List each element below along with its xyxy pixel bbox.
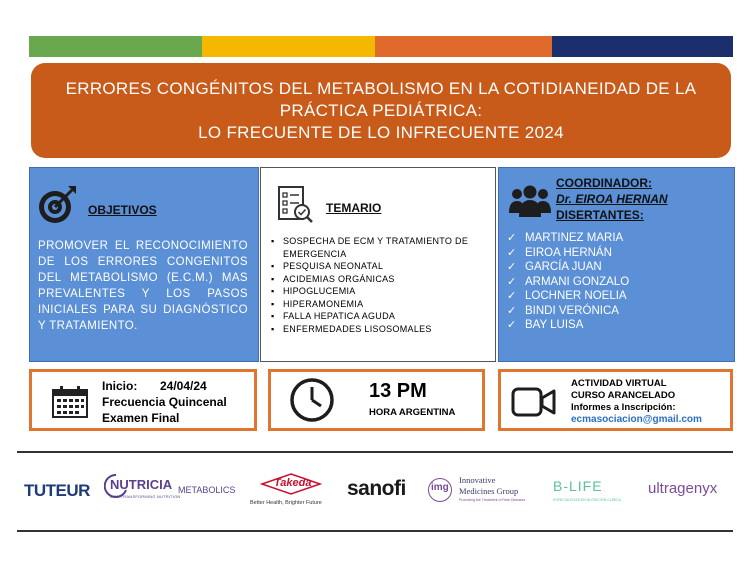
color-bar-orange	[375, 36, 552, 57]
disertante-item: ✓ MARTINEZ MARIA	[507, 231, 727, 246]
nutricia-tagline: LIFE-TRANSFORMING NUTRITION	[110, 494, 181, 499]
color-bar-green	[29, 36, 202, 57]
virtual-box	[498, 369, 733, 431]
disertantes-list	[507, 231, 727, 333]
disertante-item: ✓ GARCÍA JUAN	[507, 260, 727, 275]
temario-panel	[260, 167, 496, 362]
calendar-icon	[52, 386, 88, 418]
title-line-2: PRÁCTICA PEDIÁTRICA:	[279, 100, 483, 120]
virtual-line-2: CURSO ARANCELADO	[571, 390, 676, 401]
contact-email[interactable]: ecmasociacion@gmail.com	[571, 414, 702, 425]
objetivos-panel	[29, 167, 259, 362]
color-bar-navy	[552, 36, 733, 57]
blife-tagline: ESPECIALISTAS EN NUTRICIÓN CLÍNICA	[553, 498, 622, 502]
blife-name: B-LIFE	[553, 478, 603, 494]
takeda-name: Takeda	[274, 477, 312, 489]
img-name-2: Medicines Group	[459, 486, 519, 496]
frecuencia-text: Frecuencia Quincenal	[102, 395, 227, 409]
temario-item: ▪ SOSPECHA DE ECM Y TRATAMIENTO DE EMERGENCIA	[271, 235, 491, 260]
nutricia-logo	[104, 473, 242, 503]
coordinador-panel	[498, 167, 735, 362]
takeda-tagline: Better Health, Brighter Future	[250, 500, 322, 506]
separator-bottom	[17, 530, 733, 532]
disertante-item: ✓ BINDI VERÓNICA	[507, 304, 727, 319]
img-mark-text: img	[431, 482, 449, 493]
temario-item: ▪ HIPOGLUCEMIA	[271, 285, 491, 298]
title-line-1: ERRORES CONGÉNITOS DEL METABOLISMO EN LA COTIDIANEIDAD DE LA	[65, 78, 697, 98]
hour-text: 13 PM	[369, 380, 427, 402]
clock-icon	[289, 377, 335, 423]
coordinador-name: Dr. EIROA HERNAN	[556, 192, 668, 206]
inicio-date: 24/04/24	[160, 379, 207, 393]
disertantes-label: DISERTANTES:	[556, 208, 644, 222]
separator-top	[17, 451, 733, 453]
group-icon	[508, 183, 552, 219]
disertante-item: ✓ ARMANI GONZALO	[507, 275, 727, 290]
target-icon	[37, 183, 79, 225]
coordinador-label: COORDINADOR:	[556, 176, 652, 190]
temario-item: ▪ HIPERAMONEMIA	[271, 298, 491, 311]
temario-item: ▪ FALLA HEPATICA AGUDA	[271, 310, 491, 323]
objetivos-heading: OBJETIVOS	[88, 203, 157, 217]
virtual-line-1: ACTIVIDAD VIRTUAL	[571, 378, 667, 389]
img-logo	[428, 473, 532, 507]
video-camera-icon	[511, 386, 557, 418]
color-bar-yellow	[202, 36, 375, 57]
timezone-text: HORA ARGENTINA	[369, 407, 456, 418]
takeda-logo	[248, 472, 334, 512]
inicio-label: Inicio:	[102, 379, 138, 393]
time-box	[268, 369, 485, 431]
img-tagline: Promoting the Treatment of Rare Diseases	[459, 498, 526, 502]
schedule-box	[29, 369, 257, 431]
checklist-icon	[277, 185, 315, 225]
sanofi-logo: sanofi	[347, 477, 406, 500]
examen-text: Examen Final	[102, 411, 180, 425]
blife-logo	[553, 478, 631, 506]
metabolics-name: METABOLICS	[178, 485, 236, 495]
tuteur-logo: TUTEUR	[24, 481, 90, 500]
course-title	[31, 63, 731, 158]
img-name-1: Innovative	[459, 475, 496, 485]
disertante-item: ✓ BAY LUISA	[507, 318, 727, 333]
objetivos-text: PROMOVER EL RECONOCIMIENTO DE LOS ERRORES CONGENITOS DEL METABOLISMO (E.C.M.) MAS PREVALENTES Y LOS PASOS INICIALES PARA SU DIAGNÓSTICO Y TRATAMIENTO.	[38, 240, 248, 332]
disertante-item: ✓ EIROA HERNÁN	[507, 246, 727, 261]
virtual-line-3: Informes a Inscripción:	[571, 402, 676, 413]
temario-item: ▪ ENFERMEDADES LISOSOMALES	[271, 323, 491, 336]
disertante-item: ✓ LOCHNER NOELIA	[507, 289, 727, 304]
temario-item: ▪ ACIDEMIAS ORGÁNICAS	[271, 273, 491, 286]
temario-list	[261, 235, 491, 335]
nutricia-name: NUTRICIA	[110, 477, 173, 492]
temario-heading: TEMARIO	[326, 201, 382, 215]
temario-item: ▪ PESQUISA NEONATAL	[271, 260, 491, 273]
title-line-3: LO FRECUENTE DE LO INFRECUENTE 2024	[198, 122, 564, 142]
ultragenyx-logo: ultragenyx	[648, 480, 718, 497]
